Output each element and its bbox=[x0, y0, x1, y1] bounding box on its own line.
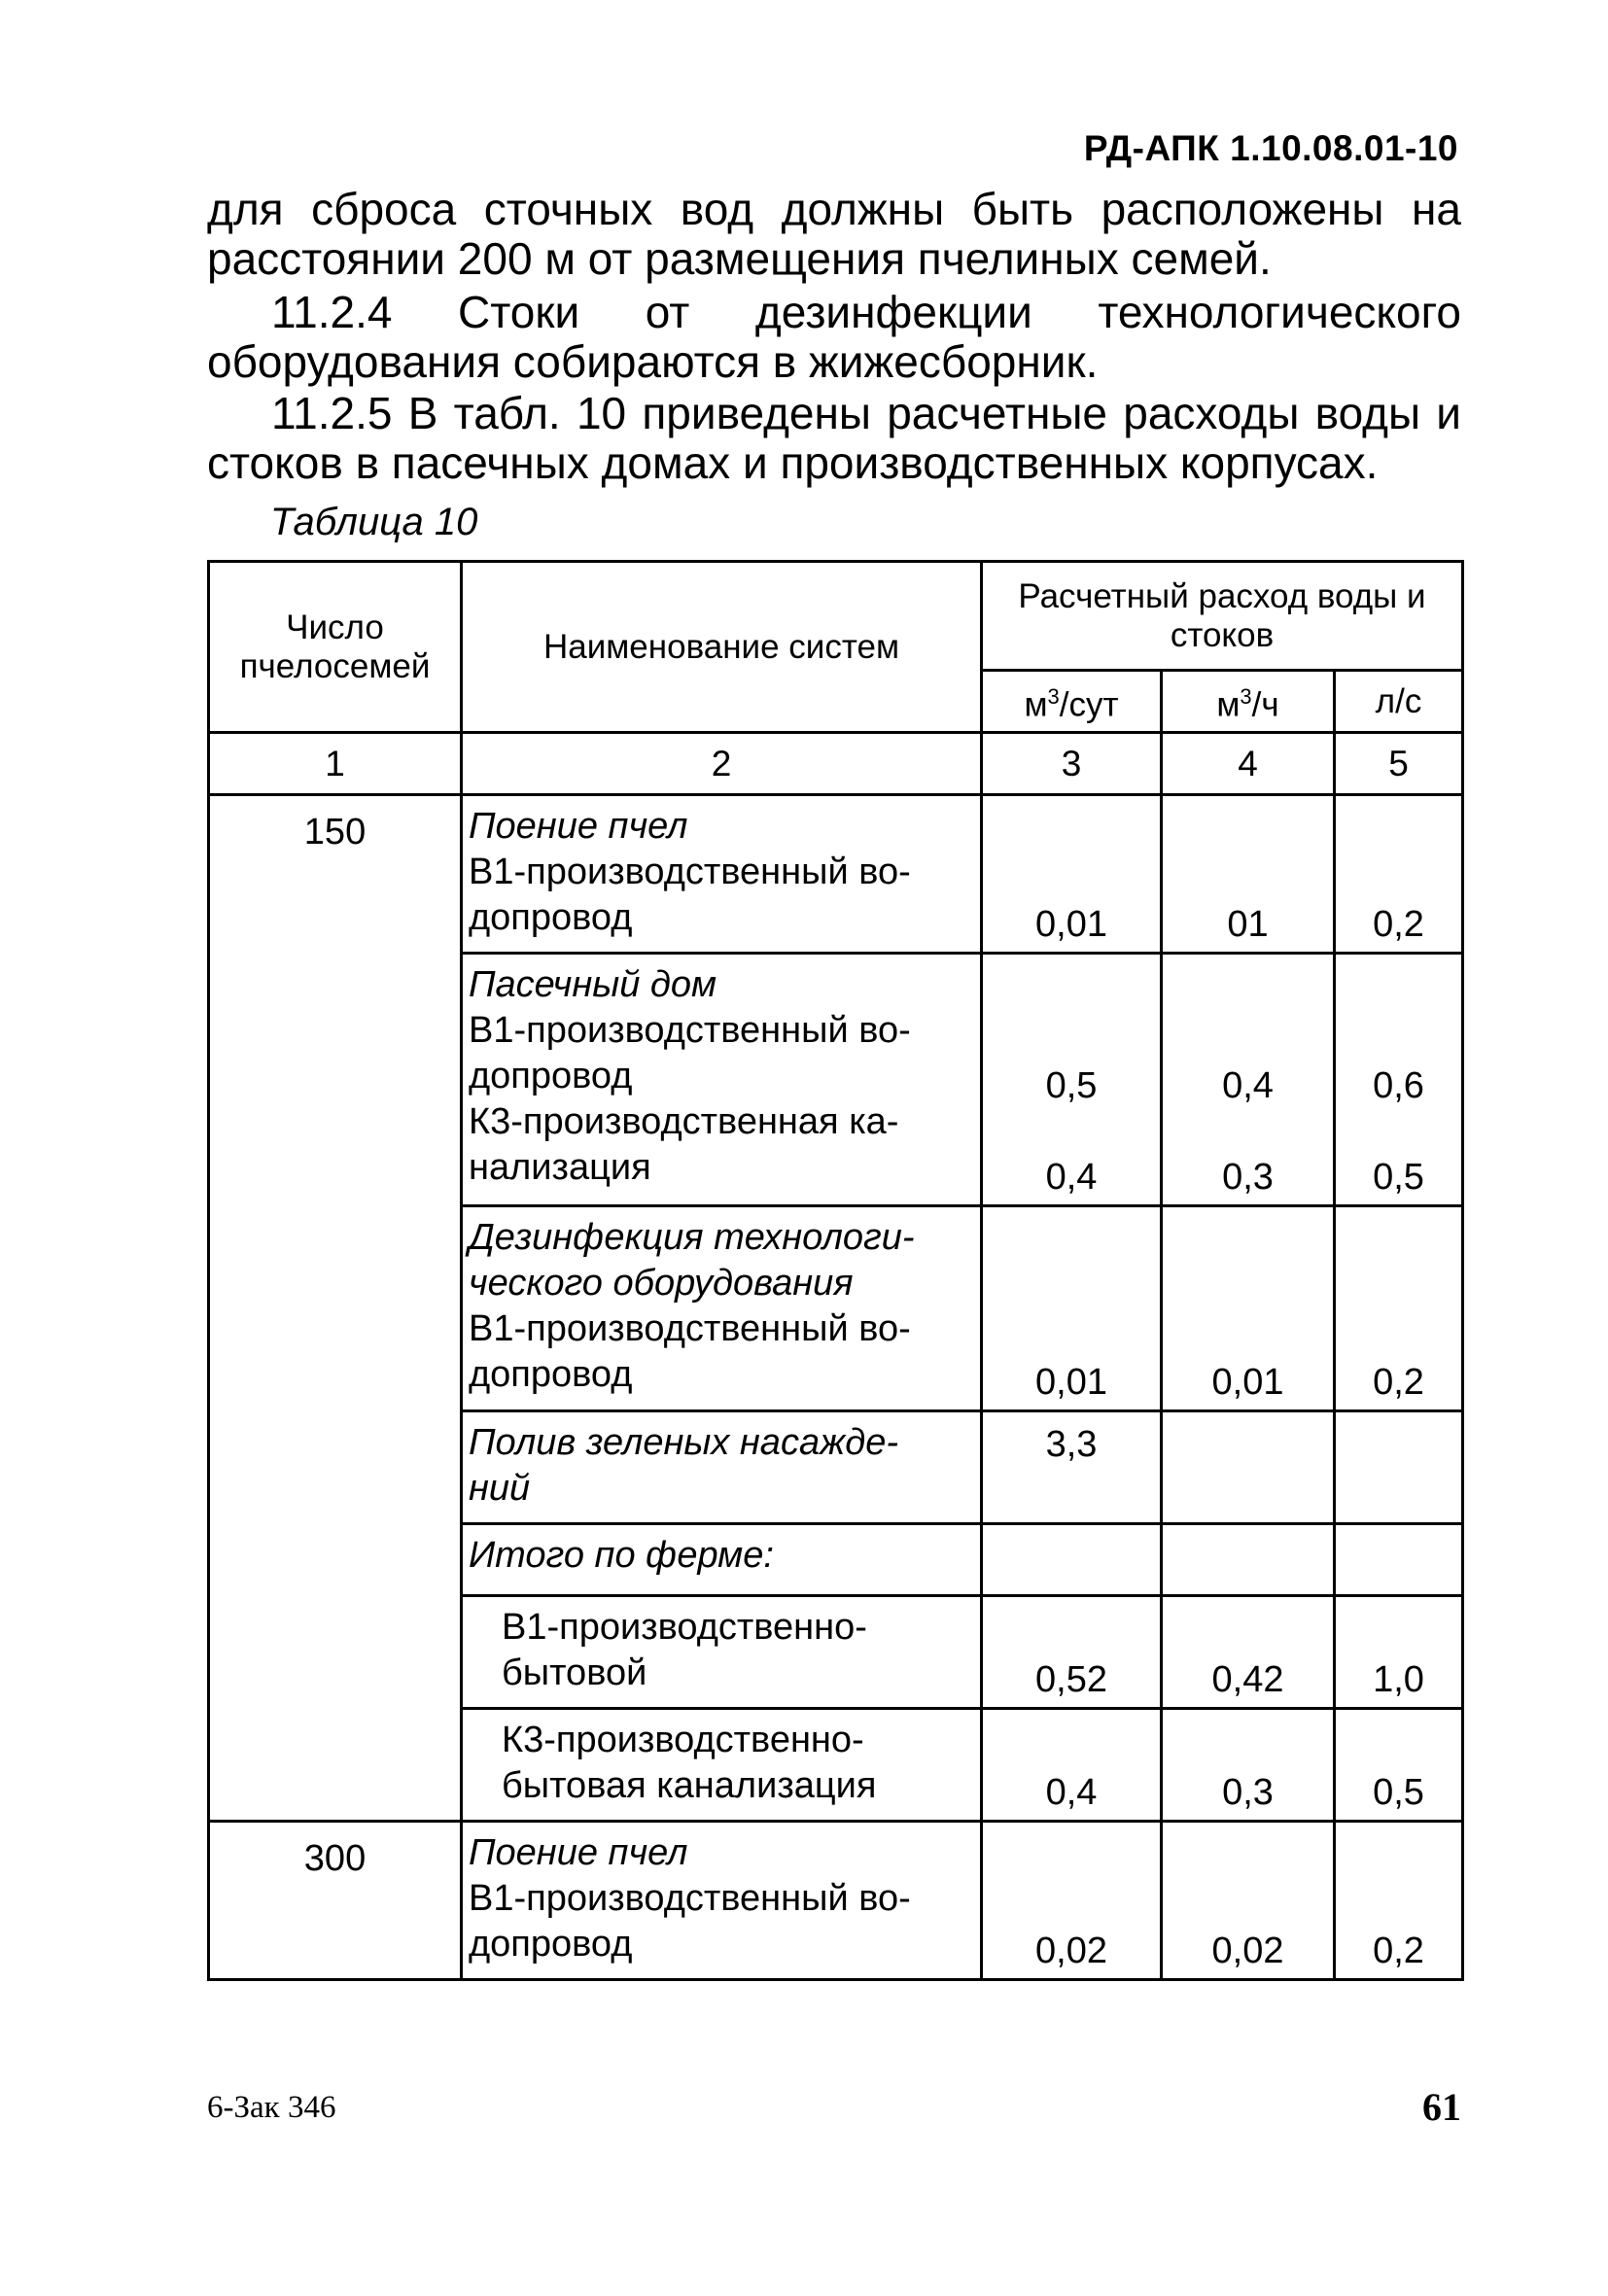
system-name-cell: В1-производственно- бытовой bbox=[462, 1596, 982, 1709]
value-per-day: 0,02 bbox=[982, 1822, 1162, 1980]
column-number: 5 bbox=[1335, 733, 1463, 795]
unit-per-hour: $м^3/ч$ bbox=[1162, 671, 1335, 733]
value-per-hour bbox=[1162, 1411, 1335, 1524]
table-row bbox=[209, 1822, 1463, 1980]
value-per-day: 0,4 bbox=[982, 1709, 1162, 1822]
value-per-second: 0,6 0,5 bbox=[1335, 954, 1463, 1206]
value-per-second: 0,2 bbox=[1335, 795, 1463, 954]
value-per-day: 0,01 bbox=[982, 1206, 1162, 1411]
value-per-day: 0,5 0,4 bbox=[982, 954, 1162, 1206]
bee-colony-count: 300 bbox=[209, 1822, 462, 1980]
column-number: 4 bbox=[1162, 733, 1335, 795]
paragraph-11-2-4: 11.2.4 Стоки от дезинфекции технологического оборудования собираются в жижесборник. bbox=[207, 287, 1461, 387]
value-per-second bbox=[1335, 1411, 1463, 1524]
value-per-second: 0,2 bbox=[1335, 1822, 1463, 1980]
page-number: 61 bbox=[1422, 2085, 1461, 2129]
value-per-day bbox=[982, 1524, 1162, 1596]
value-per-day: 0,01 bbox=[982, 795, 1162, 954]
table-caption: Таблица 10 bbox=[270, 501, 478, 543]
document-code: РД-АПК 1.10.08.01-10 bbox=[1083, 128, 1458, 168]
header-flow-rate: Расчетный расход воды и стоков bbox=[982, 562, 1463, 671]
unit-per-day: $м^3$/сут bbox=[982, 671, 1162, 733]
value-per-second: 0,2 bbox=[1335, 1206, 1463, 1411]
system-name-cell: Итого по ферме: bbox=[462, 1524, 982, 1596]
value-per-hour: 0,02 bbox=[1162, 1822, 1335, 1980]
header-system-name: Наименование систем bbox=[462, 562, 982, 733]
system-name-cell: Полив зеленых насажде- ний bbox=[462, 1411, 982, 1524]
system-name-cell: Поение пчел В1-производственный во- допровод bbox=[462, 795, 982, 954]
paragraph-continuation: для сброса сточных вод должны быть расположены на расстоянии 200 м от размещения пчелиных семей. bbox=[207, 184, 1461, 284]
value-per-hour: 01 bbox=[1162, 795, 1335, 954]
column-number: 1 bbox=[209, 733, 462, 795]
value-per-hour: 0,01 bbox=[1162, 1206, 1335, 1411]
print-order-note: 6-Зак 346 bbox=[207, 2090, 336, 2125]
value-per-day: 0,52 bbox=[982, 1596, 1162, 1709]
column-number: 2 bbox=[462, 733, 982, 795]
table-row bbox=[209, 795, 1463, 954]
header-bee-colonies: Число пчелосемей bbox=[209, 562, 462, 733]
value-per-second: 0,5 bbox=[1335, 1709, 1463, 1822]
paragraph-11-2-5: 11.2.5 В табл. 10 приведены расчетные расходы воды и стоков в пасечных домах и производственных корпусах. bbox=[207, 388, 1461, 488]
value-per-hour: 0,3 bbox=[1162, 1709, 1335, 1822]
column-number: 3 bbox=[982, 733, 1162, 795]
column-number-row bbox=[209, 733, 1463, 795]
system-name-cell: Пасечный дом В1-производственный во- допровод К3-производственная ка- нализация bbox=[462, 954, 982, 1206]
system-name-cell: К3-производственно- бытовая канализация bbox=[462, 1709, 982, 1822]
bee-colony-count: 150 bbox=[209, 795, 462, 1822]
system-name-cell: Дезинфекция технологи- ческого оборудования В1-производственный во- допровод bbox=[462, 1206, 982, 1411]
value-per-day: 3,3 bbox=[982, 1411, 1162, 1524]
value-per-hour: 0,4 0,3 bbox=[1162, 954, 1335, 1206]
value-per-second bbox=[1335, 1524, 1463, 1596]
value-per-hour bbox=[1162, 1524, 1335, 1596]
table-header-row bbox=[209, 562, 1463, 671]
water-flow-table bbox=[207, 560, 1464, 1981]
unit-per-second: л/с bbox=[1335, 671, 1463, 733]
system-name-cell: Поение пчел В1-производственный во- допровод bbox=[462, 1822, 982, 1980]
value-per-second: 1,0 bbox=[1335, 1596, 1463, 1709]
value-per-hour: 0,42 bbox=[1162, 1596, 1335, 1709]
